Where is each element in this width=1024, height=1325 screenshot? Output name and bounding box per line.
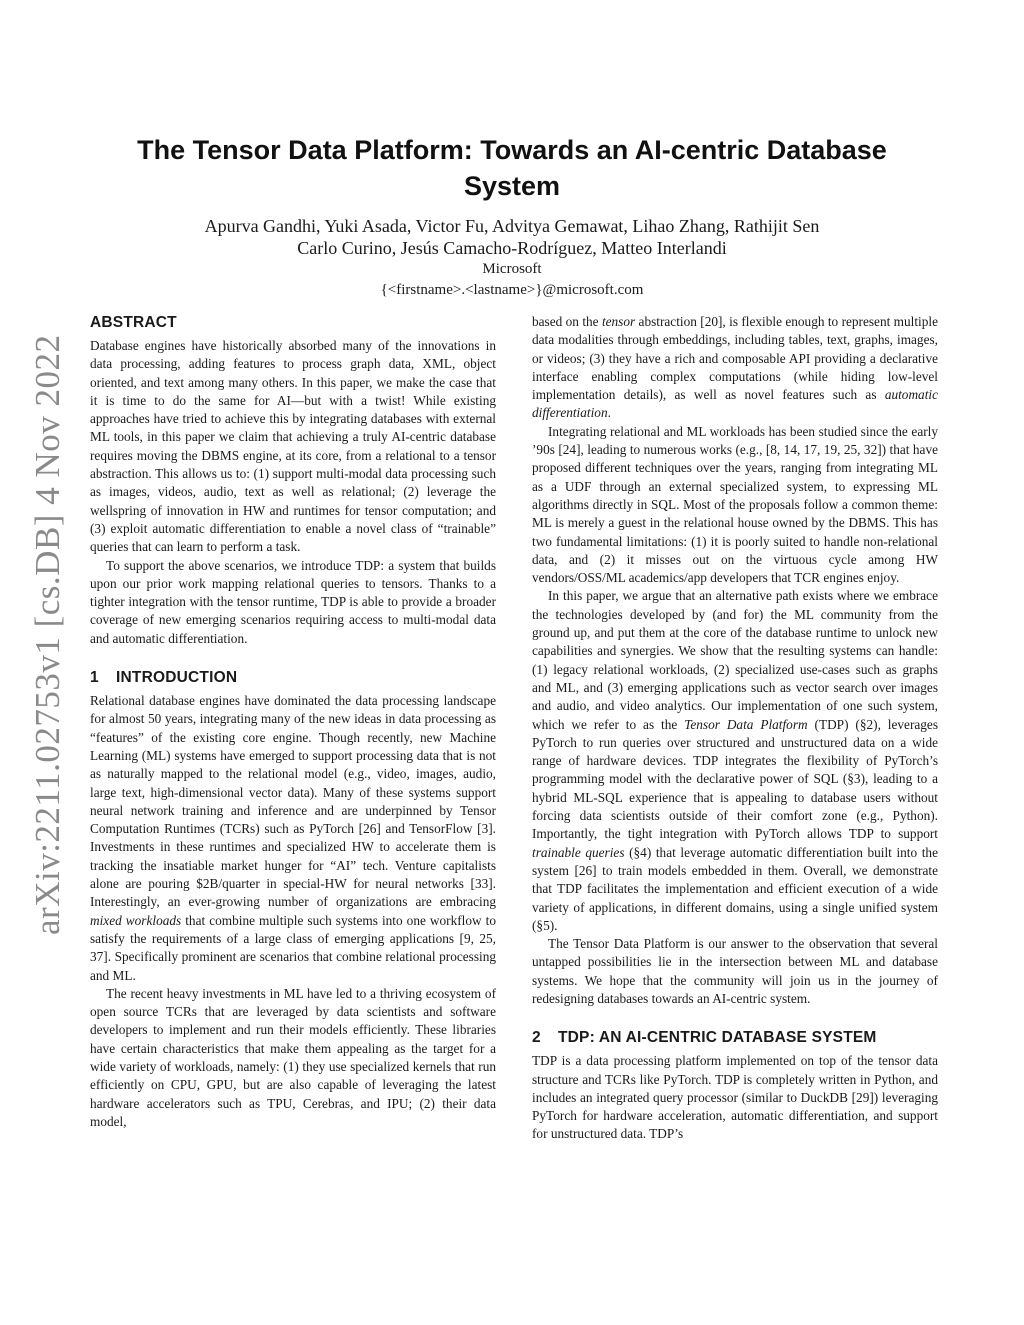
section-2-paragraph-1: TDP is a data processing platform implemented on top of the tensor data structure and TCRs like PyTorch. TDP is completely written in Python, and includes an integrated query processor (similar to DuckDB [29]) leveraging PyTorch for hardware acceleration, automatic differentiation, and support for unstructured data. TDP’s: [532, 1053, 938, 1142]
right-column: [532, 313, 938, 1144]
front-matter: [110, 215, 914, 301]
left-column: [90, 313, 496, 1131]
section-number: 1: [90, 669, 99, 687]
abstract-paragraph-1: Database engines have historically absorbed many of the innovations in data processing, adding features to process graph data, XML, object oriented, and text among many others. In this paper, we make the case that it is time to do the same for AI—but with a twist! While existing approaches have tried to achieve this by integrating databases with external ML tools, in this paper we claim that achieving a truly AI-centric database requires moving the DBMS engine, at its core, from a relational to a tensor abstraction. This allows us to: (1) support multi-modal data processing such as images, videos, audio, text as well as relational; (2) leverage the wellspring of innovation in HW and runtimes for tensor computation; and (3) exploit automatic differentiation to enable a novel class of “trainable” queries that can learn to perform a task.: [90, 338, 496, 555]
intro-paragraph-4: Integrating relational and ML workloads has been studied since the early ’90s [24], leading to numerous works (e.g., [8, 14, 17, 19, 25, 32]) that have proposed different techniques over the years, ranging from integrating ML as a UDF through an external specialized system, to expressing ML algorithms directly in SQL. Most of the proposals follow a common theme: ML is merely a guest in the relational house owned by the DBMS. This has two fundamental limitations: (1) it is poorly suited to handle non-relational data, and (2) it misses out on the virtuous cycle among HW vendors/OSS/ML academics/app developers that TCR engines enjoy.: [532, 423, 938, 586]
section-2-heading: [532, 1028, 938, 1048]
section-number: 2: [532, 1029, 541, 1047]
authors-line-2: Carlo Curino, Jesús Camacho-Rodríguez, Matteo Interlandi: [297, 238, 727, 258]
authors-line-1: Apurva Gandhi, Yuki Asada, Victor Fu, Advitya Gemawat, Lihao Zhang, Rathijit Sen: [204, 216, 820, 236]
abstract-heading: ABSTRACT: [90, 314, 177, 331]
intro-paragraph-3: based on the tensor abstraction [20], is flexible enough to represent multiple data modalities through embeddings, including tables, text, graphs, images, or videos; (3) they have a rich and composable API providing a declarative interface enabling complex computations (while hiding low-level implementation details), as well as novel features such as automatic differentiation.: [532, 314, 938, 421]
intro-paragraph-5: In this paper, we argue that an alternative path exists where we embrace the technologies developed by (and for) the ML community from the ground up, and put them at the core of the database runtime to unlock new capabilities and synergies. We show that the resulting systems can handle: (1) legacy relational workloads, (2) specialized use-cases such as graphs and ML, and (3) emerging applications such as vector search over images and audio, and video analytics. Our implementation of one such system, which we refer to as the Tensor Data Platform (TDP) (§2), leverages PyTorch to run queries over structured and unstructured data on a wide range of hardware devices. TDP integrates the flexibility of PyTorch’s programming model with the declarative power of SQL (§3), leading to a hybrid ML-SQL experience that is appealing to database users without forcing data scientists outside of their comfort zone (e.g., Python). Importantly, the tight integration with PyTorch allows TDP to support trainable queries (§4) that leverage automatic differentiation built into the system [26] to train models embedded in them. Overall, we demonstrate that TDP facilitates the implementation and efficient execution of a wide variety of applications, in different domains, using a single unified system (§5).: [532, 588, 938, 933]
intro-paragraph-2: The recent heavy investments in ML have led to a thriving ecosystem of open source TCRs that are leveraged by data scientists and software developers to implement and run their models efficiently. These libraries have certain characteristics that make them appealing as the target for a wide variety of workloads, namely: (1) they use specialized kernels that run efficiently on CPU, GPU, but are also capable of leveraging the latest hardware accelerators such as TPU, Cerebras, and IPU; (2) their data model,: [90, 985, 496, 1129]
introduction-heading: [90, 668, 496, 688]
section-title: INTRODUCTION: [116, 669, 238, 687]
paper-title: The Tensor Data Platform: Towards an AI-centric Database System: [137, 135, 887, 201]
email-address: {<firstname>.<lastname>}@microsoft.com: [380, 282, 644, 298]
section-title: TDP: AN AI-CENTRIC DATABASE SYSTEM: [558, 1029, 877, 1047]
affiliation: Microsoft: [482, 261, 542, 277]
abstract-paragraph-2: To support the above scenarios, we introduce TDP: a system that builds upon our prior work mapping relational queries to tensors. Thanks to a tighter integration with the tensor runtime, TDP is able to provide a broader coverage of new emerging scenarios requiring access to multi-modal data and automatic differentiation.: [90, 557, 496, 646]
arxiv-identifier: arXiv:2211.02753v1 [cs.DB] 4 Nov 2022: [28, 334, 67, 935]
intro-paragraph-6: The Tensor Data Platform is our answer to the observation that several untapped possibilities lie in the intersection between ML and database systems. We hope that the community will join us in the journey of redesigning databases towards an AI-centric system.: [532, 936, 938, 1006]
intro-paragraph-1: Relational database engines have dominated the data processing landscape for almost 50 years, integrating many of the new ideas in data processing as “features” of the existing core engine. Though recently, new Machine Learning (ML) systems have emerged to support processing data that is not as naturally mapped to the relational model (e.g., video, images, audio, large text, high-dimensional vector data). Many of these systems support neural network training and inference and are underpinned by Tensor Computation Runtimes (TCRs) such as PyTorch [26] and TensorFlow [3]. Investments in these runtimes and specialized HW to accelerate them is tracking the insatiable market hunger for “AI” tech. Venture capitalists alone are pouring $2B/quarter in special-HW for neural networks [33]. Interestingly, an ever-growing number of organizations are embracing mixed workloads that combine multiple such systems into one workflow to satisfy the requirements of a large class of emerging applications [9, 25, 37]. Specifically prominent are scenarios that combine relational processing and ML.: [90, 693, 497, 983]
